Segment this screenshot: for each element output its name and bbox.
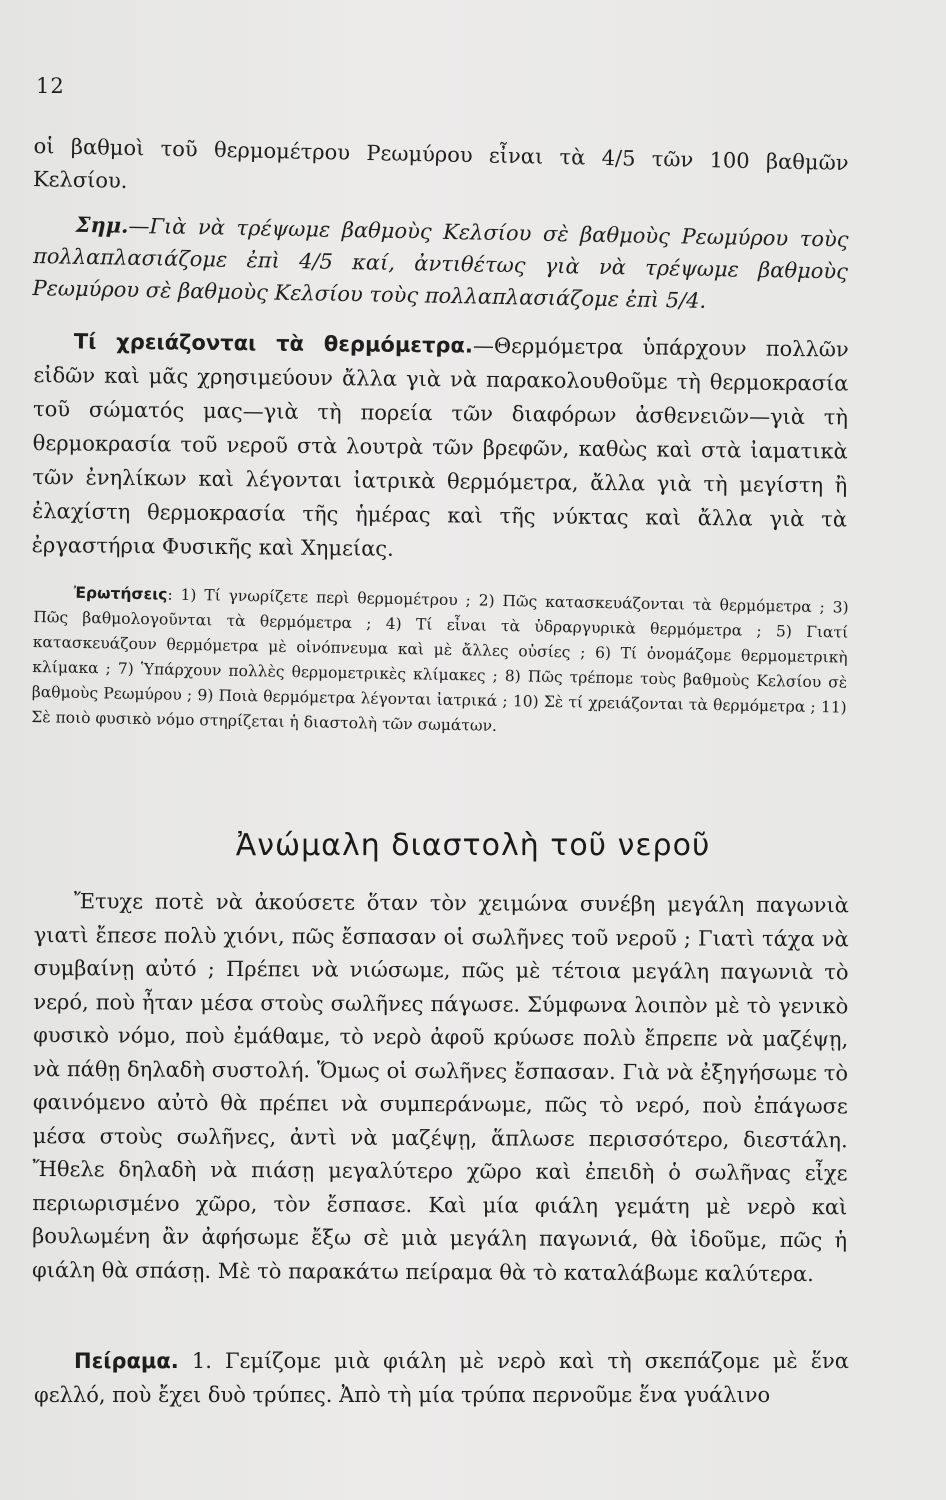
note-text: —Γιὰ νὰ τρέψωμε βαθμοὺς Κελσίου σὲ βαθμοὺς Ρεωμύρου τοὺς πολλαπλασιάζομε ἐπὶ 4/5 καί, ἀντιθέτως γιὰ νὰ τρέψωμε βαθμοὺς Ρεωμύρου σὲ βαθμοὺς Κελσίου τοὺς πολλαπλασιάζομε ἐπὶ 5/4. [32, 213, 849, 313]
experiment-text: 1. Γεμίζομε μιὰ φιάλη μὲ νερὸ καὶ τὴ σκεπάζομε μὲ ἕνα φελλό, ποὺ ἔχει δυὸ τρύπες. Ἀπὸ τὴ μία τρύπα περνοῦμε ἕνα γυάλινο [34, 1349, 849, 1407]
questions-heading: Ἐρωτήσεις [73, 583, 168, 604]
thermometers-text: —Θερμόμετρα ὑπάρχουν πολλῶν εἰδῶν καὶ μᾶς χρησιμεύουν ἄλλα γιὰ νὰ παρακολουθοῦμε τὴ θερμοκρασία τοῦ σώματός μας—γιὰ τὴ πορεία τῶν διαφόρων ἀσθενειῶν—γιὰ τὴ θερμοκρασία τοῦ νεροῦ στὰ λουτρὰ τῶν βρεφῶν, καθὼς καὶ στὰ ἰαματικὰ τῶν ἐνηλίκων καὶ λέγονται ἰατρικὰ θερμόμετρα, ἄλλα γιὰ τὴ μεγίστη ἢ ἐλαχίστη θερμοκρασία τῆς ἡμέρας καὶ τῆς νύκτας καὶ ἄλλα γιὰ τὰ ἐργαστήρια Φυσικῆς καὶ Χημείας. [31, 333, 849, 561]
thermometers-paragraph [32, 324, 849, 571]
note-paragraph [32, 208, 849, 320]
questions-text: : 1) Τί γνωρίζετε περὶ θερμομέτρου ; 2) Πῶς κατασκευάζονται τὰ θερμόμετρα ; 3) Πῶς βαθμολογοῦνται τὰ θερμόμετρα ; 4) Τί εἶναι τὰ ὑδραργυρικὰ θερμόμετρα ; 5) Γιατί κατασκευάζουν θερμόμετρα μὲ οἰνόπνευμα καὶ μὲ ἄλλες οὐσίες ; 6) Τί ὀνομάζομε θερμομετρικὴ κλίμακα ; 7) Ὑπάρχουν πολλὲς θερμομετρικὲς κλίμακες ; 8) Πῶς τρέπομε τοὺς βαθμοὺς Κελσίου σὲ βαθμοὺς Ρεωμύρου ; 9) Ποιὰ θερμόμετρα λέγονται ἰατρικά ; 10) Σὲ τί χρειάζονται τὰ θερμόμετρα ; 11) Σὲ ποιὸ φυσικὸ νόμο στηρίζεται ἡ διαστολὴ τῶν σωμάτων. [31, 585, 849, 735]
intro-text: οἱ βαθμοὶ τοῦ θερμομέτρου Ρεωμύρου εἶναι τὰ 4/5 τῶν 100 βαθμῶν Κελσίου. [32, 133, 849, 193]
section-title: Ἀνώμαλη διαστολὴ τοῦ νεροῦ [235, 828, 711, 863]
questions-paragraph [31, 580, 849, 746]
thermometers-heading: Τί χρειάζονται τὰ θερμόμετρα. [73, 329, 474, 358]
experiment-paragraph [34, 1345, 849, 1412]
experiment-heading: Πείραμα. [74, 1349, 179, 1373]
intro-paragraph [33, 130, 849, 213]
section-body-text: Ἔτυχε ποτὲ νὰ ἀκούσετε ὅταν τὸν χειμώνα συνέβη μεγάλη παγωνιὰ γιατὶ ἔπεσε πολὺ χιόνι, πῶς ἔσπασαν οἱ σωλῆνες τοῦ νεροῦ ; Γιατὶ τάχα νὰ συμβαίνῃ αὐτό ; Πρέπει νὰ νιώσωμε, πῶς μὲ τέτοια μεγάλη παγωνιὰ τὸ νερό, ποὺ ἦταν μέσα στοὺς σωλῆνες πάγωσε. Σύμφωνα λοιπὸν μὲ τὸ γενικὸ φυσικὸ νόμο, ποὺ ἐμάθαμε, τὸ νερὸ ἀφοῦ κρύωσε πολὺ ἔπρεπε νὰ μαζέψῃ, νὰ πάθῃ δηλαδὴ συστολή. Ὅμως οἱ σωλῆνες ἔσπασαν. Γιὰ νὰ ἐξηγήσωμε τὸ φαινόμενο αὐτὸ θὰ πρέπει νὰ συμπεράνωμε, πῶς τὸ νερό, ποὺ ἐπάγωσε μέσα στοὺς σωλῆνες, ἀντὶ νὰ μαζέψῃ, ἅπλωσε περισσότερο, διεστάλη. Ἤθελε δηλαδὴ νὰ πιάσῃ μεγαλύτερο χῶρο καὶ ἐπειδὴ ὁ σωλῆνας εἶχε περιωρισμένο χῶρο, τὸν ἔσπασε. Καὶ μία φιάλη γεμάτη μὲ νερὸ καὶ βουλωμένη ἂν ἀφήσωμε ἔξω σὲ μιὰ μεγάλη παγωνιά, θὰ ἰδοῦμε, πῶς ἡ φιάλη θὰ σπάσῃ. Μὲ τὸ παρακάτω πείραμα θὰ τὸ καταλάβωμε καλύτερα. [31, 889, 849, 1286]
section-body-paragraph [32, 885, 849, 1291]
note-lead: Σημ. [75, 211, 129, 238]
page-number: 12 [36, 74, 65, 98]
